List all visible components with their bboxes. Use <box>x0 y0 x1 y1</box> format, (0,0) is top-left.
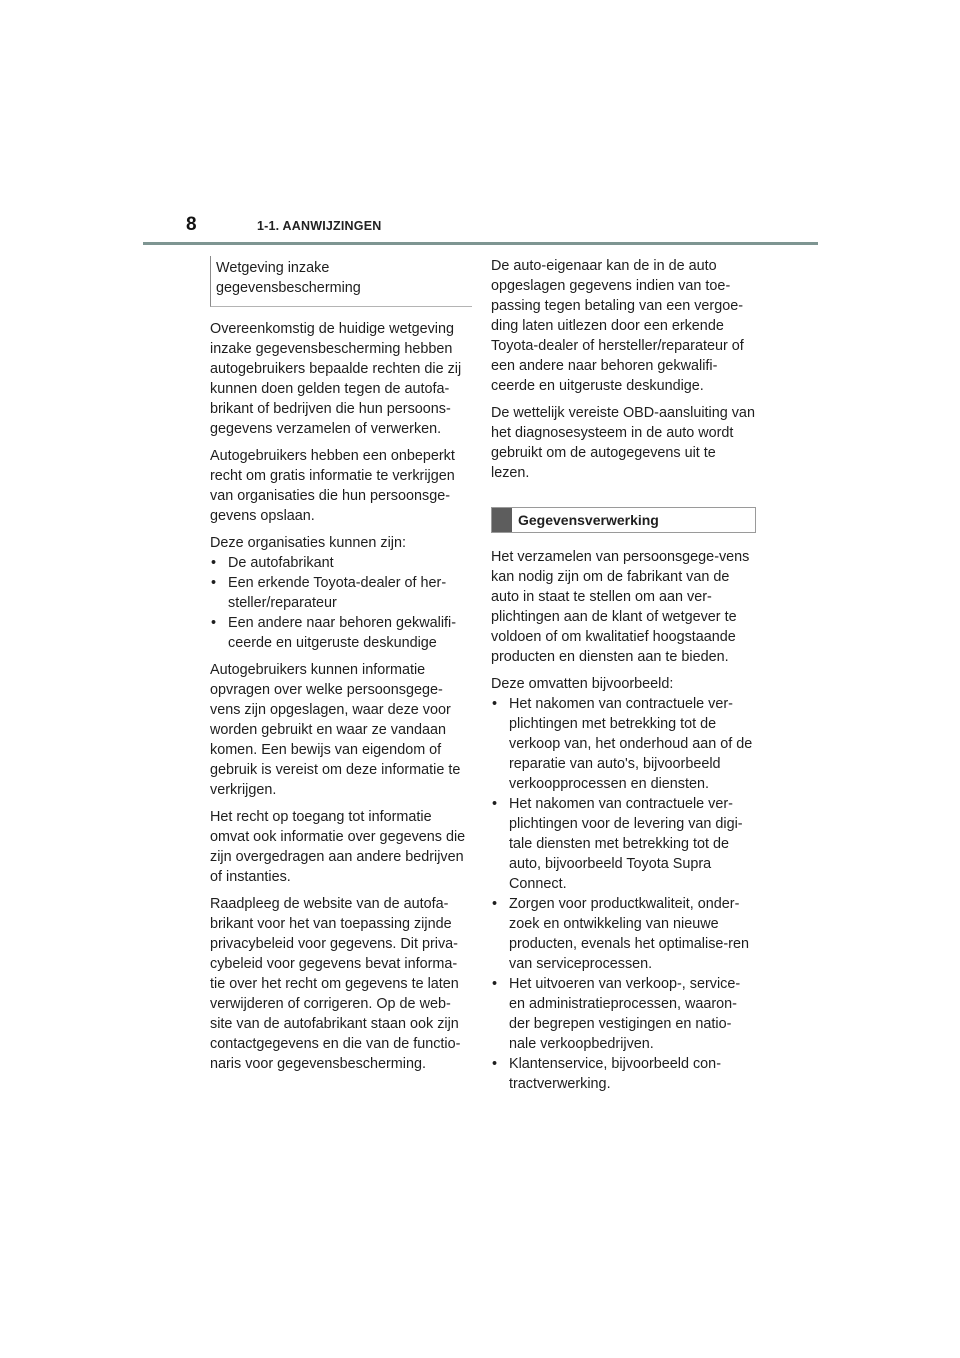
paragraph: Het recht op toegang tot informatie omvat ook informatie over gegevens die zijn overgedragen aan andere bedrijven of instanties. <box>210 809 466 885</box>
section-title: 1-1. AANWIJZINGEN <box>257 219 382 233</box>
list-item <box>210 553 472 573</box>
subheading-data-protection: Wetgeving inzake gegevensbescherming <box>210 256 472 307</box>
paragraph: De auto-eigenaar kan de in de auto opgeslagen gegevens indien van toe-passing tegen betaling van een vergoe-ding laten uitlezen door een erkende Toyota-dealer of hersteller/reparateur of een andere naar behoren gekwalifi-ceerde en uitgeruste deskundige. <box>491 258 744 394</box>
bullet-glyph: • <box>492 896 498 912</box>
bullet-glyph: • <box>492 976 498 992</box>
bullet-glyph: • <box>492 1056 498 1072</box>
paragraph: Autogebruikers hebben een onbeperkt recht om gratis informatie te verkrijgen van organisaties die hun persoonsge-gevens opslaan. <box>210 448 455 524</box>
list-item-text: Zorgen voor productkwaliteit, onder-zoek en ontwikkeling van nieuwe producten, evenals het optimalise-ren van serviceprocessen. <box>509 896 749 972</box>
list-item <box>491 794 756 894</box>
list-item <box>210 573 472 613</box>
right-column <box>491 256 756 1101</box>
list-item-text: Een erkende Toyota-dealer of her-steller/reparateur <box>228 575 447 611</box>
paragraph: Raadpleeg de website van de autofa-brikant voor het van toepassing zijnde privacybeleid voor gegevens. Dit priva-cybeleid voor gegevens bevat informa-tie over het recht om gegevens te laten verwijderen of corrigeren. Op de web-site van de autofabrikant staan ook zijn contactgegevens en die van de functio-naris voor gegevensbescherming. <box>210 896 461 1072</box>
list-item <box>491 694 756 794</box>
list-item <box>491 974 756 1054</box>
bullet-glyph: • <box>492 696 498 712</box>
examples-list <box>491 694 756 1094</box>
organisations-list <box>210 553 472 653</box>
list-item <box>210 613 472 653</box>
bullet-glyph: • <box>211 555 217 571</box>
page-number: 8 <box>186 214 197 235</box>
bullet-glyph: • <box>211 615 217 631</box>
paragraph: Deze omvatten bijvoorbeeld: <box>491 676 674 692</box>
header-rule <box>143 242 818 245</box>
subheading-marker <box>492 508 512 532</box>
left-column <box>210 256 472 1081</box>
subheading-data-processing <box>491 507 756 533</box>
paragraph: Het verzamelen van persoonsgege-vens kan nodig zijn om de fabrikant van de auto in staat te stellen om aan ver-plichtingen aan de klant of wetgever te voldoen of om kwalitatief hoogstaande producten en diensten aan te bieden. <box>491 549 750 665</box>
list-item-text: Het nakomen van contractuele ver-plichtingen voor de levering van digi-tale diensten met betrekking tot de auto, bijvoorbeeld Toyota Supra Connect. <box>509 796 743 892</box>
list-item <box>491 894 756 974</box>
paragraph: Deze organisaties kunnen zijn: <box>210 535 406 551</box>
list-item-text: De autofabrikant <box>228 555 334 571</box>
spacer <box>491 490 756 507</box>
list-item-text: Klantenservice, bijvoorbeeld con-tractverwerking. <box>509 1056 721 1092</box>
bullet-glyph: • <box>211 575 217 591</box>
list-item-text: Een andere naar behoren gekwalifi-ceerde en uitgeruste deskundige <box>228 615 457 651</box>
paragraph: Autogebruikers kunnen informatie opvragen over welke persoonsgege-vens zijn opgeslagen, waar deze voor worden gebruikt en waar ze vandaan komen. Een bewijs van eigendom of gebruik is vereist om deze informatie te verkrijgen. <box>210 662 461 798</box>
list-item-text: Het nakomen van contractuele ver-plichtingen met betrekking tot de verkoop van, het onderhoud aan of de reparatie van auto's, bijvoorbeeld verkoopprocessen en diensten. <box>509 696 753 792</box>
subheading-label: Gegevensverwerking <box>518 512 659 528</box>
paragraph: Overeenkomstig de huidige wetgeving inzake gegevensbescherming hebben autogebruikers bepaalde rechten die zij kunnen doen gelden tegen de autofa-brikant of bedrijven die hun persoons-gegevens verzamelen of verwerken. <box>210 321 462 437</box>
paragraph: De wettelijk vereiste OBD-aansluiting van het diagnosesysteem in de auto wordt gebruikt om de autogegevens uit te lezen. <box>491 405 755 481</box>
list-item-text: Het uitvoeren van verkoop-, service- en administratieprocessen, waaron-der begrepen vestigingen en natio-nale verkoopbedrijven. <box>509 976 741 1052</box>
list-item <box>491 1054 756 1094</box>
bullet-glyph: • <box>492 796 498 812</box>
